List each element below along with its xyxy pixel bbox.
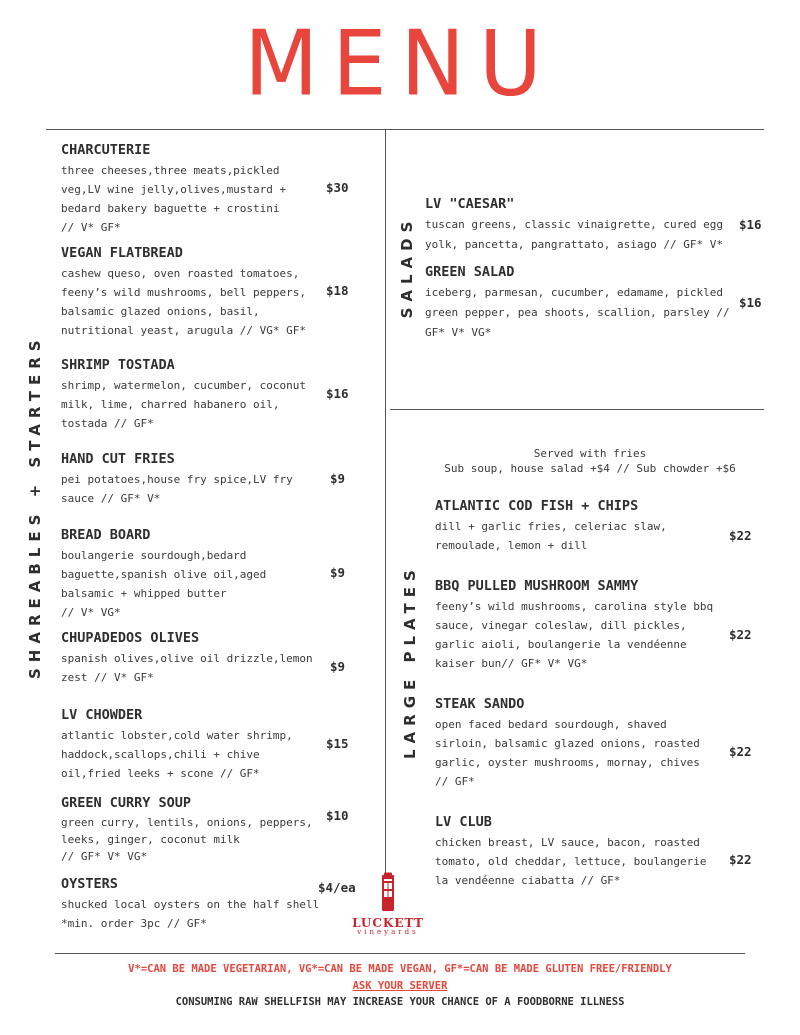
- item-price: $22: [729, 852, 752, 867]
- item-price: $16: [739, 295, 762, 310]
- vertical-divider: [385, 129, 386, 873]
- item-name: SHRIMP TOSTADA: [61, 357, 175, 373]
- item-desc-line: // GF* V* VG*: [61, 850, 148, 863]
- item-desc-line: haddock,scallops,chili + chive: [61, 748, 260, 761]
- item-desc-line: milk, lime, charred habanero oil,: [61, 398, 280, 411]
- menu-item-lv-caesar: [425, 196, 735, 255]
- item-desc-line: spanish olives,olive oil drizzle,lemon: [61, 652, 313, 665]
- menu-item-charcuterie: [61, 142, 321, 237]
- item-desc-line: zest // V* GF*: [61, 671, 154, 684]
- logo-subtitle: vineyards: [357, 928, 419, 936]
- item-name: LV "CAESAR": [425, 196, 515, 212]
- dietary-legend: V*=CAN BE MADE VEGETARIAN, VG*=CAN BE MADE VEGAN, GF*=CAN BE MADE GLUTEN FREE/FRIENDLY: [128, 963, 672, 975]
- item-name: BBQ PULLED MUSHROOM SAMMY: [435, 578, 639, 594]
- middle-divider: [390, 409, 764, 410]
- item-desc-line: chicken breast, LV sauce, bacon, roasted: [435, 836, 700, 849]
- item-desc-line: nutritional yeast, arugula // VG* GF*: [61, 324, 307, 337]
- item-price: $10: [326, 808, 349, 823]
- menu-item-oysters: [61, 876, 323, 933]
- item-desc-line: shucked local oysters on the half shell: [61, 898, 320, 911]
- item-price: $15: [326, 736, 349, 751]
- item-price: $4/ea: [318, 880, 356, 895]
- item-desc-line: leeks, ginger, coconut milk: [61, 833, 240, 846]
- item-name: GREEN CURRY SOUP: [61, 795, 192, 811]
- item-desc-line: cashew queso, oven roasted tomatoes,: [61, 267, 300, 280]
- item-price: $18: [326, 283, 349, 298]
- large-plates-note: [400, 446, 780, 476]
- section-label-large-plates: LARGE PLATES: [401, 564, 419, 759]
- item-name: VEGAN FLATBREAD: [61, 245, 183, 261]
- item-desc-line: sauce // GF* V*: [61, 492, 161, 505]
- item-desc-line: bedard bakery baguette + crostini: [61, 202, 280, 215]
- item-name: LV CHOWDER: [61, 707, 143, 723]
- item-desc-line: garlic, oyster mushrooms, mornay, chives: [435, 756, 700, 769]
- item-desc-line: veg,LV wine jelly,olives,mustard +: [61, 183, 287, 196]
- item-name: GREEN SALAD: [425, 264, 515, 280]
- item-price: $30: [326, 180, 349, 195]
- item-desc-line: la vendéenne ciabatta // GF*: [435, 874, 621, 887]
- menu-item-green-salad: [425, 264, 735, 343]
- item-desc-line: // V* GF*: [61, 221, 121, 234]
- note-line: Sub soup, house salad +$4 // Sub chowder +$6: [444, 462, 736, 475]
- item-desc-line: baguette,spanish olive oil,aged: [61, 568, 267, 581]
- menu-item-chupadedos-olives: [61, 630, 321, 687]
- section-label-salads: SALADS: [398, 215, 416, 319]
- item-desc-line: balsamic + whipped butter: [61, 587, 227, 600]
- menu-item-atlantic-cod: [435, 498, 725, 555]
- menu-item-green-curry-soup: [61, 795, 321, 865]
- item-desc-line: oil,fried leeks + scone // GF*: [61, 767, 260, 780]
- item-desc-line: feeny’s wild mushrooms, bell peppers,: [61, 286, 307, 299]
- menu-item-lv-club: [435, 814, 725, 890]
- section-label-shareables: SHAREABLES + STARTERS: [26, 334, 44, 679]
- item-desc-line: feeny’s wild mushrooms, carolina style bbq: [435, 600, 714, 613]
- menu-item-hand-cut-fries: [61, 451, 321, 508]
- item-desc-line: // GF*: [435, 775, 475, 788]
- item-desc-line: // V* VG*: [61, 606, 121, 619]
- ask-server-note: ASK YOUR SERVER: [352, 980, 448, 992]
- item-name: OYSTERS: [61, 876, 118, 892]
- item-desc-line: shrimp, watermelon, cucumber, coconut: [61, 379, 307, 392]
- item-desc-line: tostada // GF*: [61, 417, 154, 430]
- item-name: CHUPADEDOS OLIVES: [61, 630, 200, 646]
- logo-wordmark: LUCKETT: [352, 916, 424, 930]
- bottom-divider: [55, 953, 745, 954]
- item-desc-line: dill + garlic fries, celeriac slaw,: [435, 520, 667, 533]
- menu-item-bread-board: [61, 527, 321, 622]
- item-desc-line: sauce, vinegar coleslaw, dill pickles,: [435, 619, 687, 632]
- item-desc-line: tuscan greens, classic vinaigrette, cured egg: [425, 218, 724, 231]
- item-desc-line: GF* V* VG*: [425, 326, 492, 339]
- top-divider: [46, 129, 764, 130]
- item-desc-line: yolk, pancetta, pangrattato, asiago // GF* V*: [425, 238, 724, 251]
- item-desc-line: boulangerie sourdough,bedard: [61, 549, 247, 562]
- item-price: $22: [729, 627, 752, 642]
- item-desc-line: sirloin, balsamic glazed onions, roasted: [435, 737, 700, 750]
- item-name: LV CLUB: [435, 814, 492, 830]
- menu-title: MENU: [244, 11, 556, 117]
- item-price: $16: [326, 386, 349, 401]
- item-desc-line: three cheeses,three meats,pickled: [61, 164, 280, 177]
- item-desc-line: green pepper, pea shoots, scallion, parsley //: [425, 306, 730, 319]
- item-name: CHARCUTERIE: [61, 142, 151, 158]
- menu-item-lv-chowder: [61, 707, 321, 783]
- item-name: ATLANTIC COD FISH + CHIPS: [435, 498, 639, 514]
- item-desc-line: open faced bedard sourdough, shaved: [435, 718, 667, 731]
- menu-item-shrimp-tostada: [61, 357, 321, 433]
- item-desc-line: garlic aioli, boulangerie la vendéenne: [435, 638, 687, 651]
- menu-item-vegan-flatbread: [61, 245, 321, 340]
- item-desc-line: *min. order 3pc // GF*: [61, 917, 207, 930]
- item-price: $9: [330, 565, 346, 580]
- item-desc-line: kaiser bun// GF* V* VG*: [435, 657, 588, 670]
- luckett-logo: [348, 872, 428, 936]
- item-name: BREAD BOARD: [61, 527, 151, 543]
- item-price: $9: [330, 471, 346, 486]
- menu-item-steak-sando: [435, 696, 725, 791]
- item-desc-line: balsamic glazed onions, basil,: [61, 305, 260, 318]
- item-price: $22: [729, 744, 752, 759]
- item-price: $22: [729, 528, 752, 543]
- item-desc-line: tomato, old cheddar, lettuce, boulangerie: [435, 855, 707, 868]
- item-desc-line: pei potatoes,house fry spice,LV fry: [61, 473, 293, 486]
- item-desc-line: atlantic lobster,cold water shrimp,: [61, 729, 293, 742]
- phone-booth-icon: [381, 872, 395, 912]
- item-price: $9: [330, 659, 346, 674]
- note-line: Served with fries: [533, 447, 647, 460]
- item-name: STEAK SANDO: [435, 696, 525, 712]
- item-desc-line: iceberg, parmesan, cucumber, edamame, pickled: [425, 286, 724, 299]
- menu-item-bbq-mushroom-sammy: [435, 578, 725, 673]
- item-price: $16: [739, 217, 762, 232]
- item-desc-line: remoulade, lemon + dill: [435, 539, 588, 552]
- shellfish-warning: CONSUMING RAW SHELLFISH MAY INCREASE YOUR CHANCE OF A FOODBORNE ILLNESS: [175, 996, 625, 1008]
- item-desc-line: green curry, lentils, onions, peppers,: [61, 816, 313, 829]
- item-name: HAND CUT FRIES: [61, 451, 175, 467]
